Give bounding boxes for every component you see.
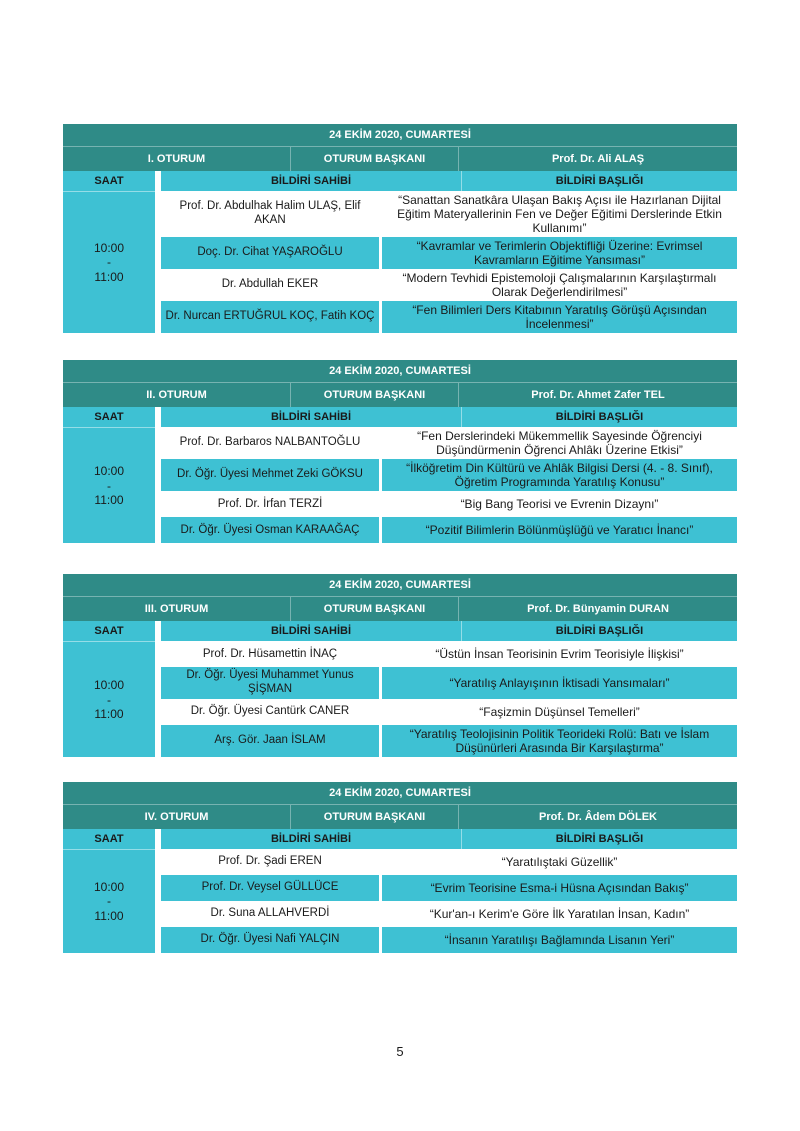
time-end: 11:00 [94,493,124,508]
table-row [161,699,737,725]
time-column-header: SAAT [63,407,155,427]
session-rows [63,191,737,333]
title-cell: “Faşizmin Düşünsel Temelleri” [479,704,640,719]
author-column-header: BİLDİRİ SAHİBİ [161,171,461,191]
table-row [161,517,737,543]
session-header-row [63,597,737,621]
author-column-header: BİLDİRİ SAHİBİ [161,407,461,427]
author-cell: Prof. Dr. Şadi EREN [218,855,322,868]
chair-label: OTURUM BAŞKANI [290,147,458,171]
session-name: I. OTURUM [147,153,206,165]
author-cell: Dr. Öğr. Üyesi Nafi YALÇIN [161,927,379,953]
title-cell: “Pozitif Bilimlerin Bölünmüşlüğü ve Yaratıcı İnancı” [382,517,737,543]
author-cell: Prof. Dr. Barbaros NALBANTOĞLU [179,436,361,449]
title-cell: “Fen Bilimleri Ders Kitabının Yaratılış Görüşü Açısından İncelenmesi” [382,301,737,333]
title-cell: “Kavramlar ve Terimlerin Objektifliği Üzerine: Evrimsel Kavramların Eğitime Yansıması” [382,237,737,269]
author-cell: Arş. Gör. Jaan İSLAM [161,725,379,757]
title-cell: “Big Bang Teorisi ve Evrenin Dizaynı” [460,497,659,512]
session-name: III. OTURUM [144,603,209,616]
time-column-header: SAAT [63,829,155,849]
author-column-header: BİLDİRİ SAHİBİ [161,621,461,641]
column-header-row [63,829,737,849]
table-row [161,641,737,667]
time-cell [63,191,155,333]
author-cell: Dr. Abdullah EKER [221,278,319,291]
title-cell: “İlköğretim Din Kültürü ve Ahlâk Bilgisi Dersi (4. - 8. Sınıf), Öğretim Programında Yaratılış Konusu” [382,459,737,491]
title-column-header: BİLDİRİ BAŞLIĞI [461,171,737,191]
time-start: 10:00 [93,241,125,256]
title-cell: “İnsanın Yaratılışı Bağlamında Lisanın Yeri” [382,927,737,953]
title-cell: “Yaratılıştaki Güzellik” [501,855,618,870]
time-start: 10:00 [93,464,125,479]
date-header: 24 EKİM 2020, CUMARTESİ [63,574,737,597]
date-header: 24 EKİM 2020, CUMARTESİ [63,124,737,147]
author-cell: Dr. Suna ALLAHVERDİ [210,907,330,920]
session-rows [63,641,737,757]
column-header-row [63,407,737,427]
time-end: 11:00 [94,269,124,284]
table-row [161,901,737,927]
time-separator: - [107,894,111,909]
table-row [161,491,737,517]
chair-name: Prof. Dr. Âdem DÖLEK [458,805,737,829]
author-cell: Dr. Öğr. Üyesi Muhammet Yunus ŞİŞMAN [161,667,379,699]
table-row [161,667,737,699]
session-rows [63,427,737,543]
author-cell: Dr. Öğr. Üyesi Osman KARAAĞAÇ [161,517,379,543]
title-column-header: BİLDİRİ BAŞLIĞI [461,621,737,641]
title-column-header: BİLDİRİ BAŞLIĞI [461,407,737,427]
column-header-row [63,621,737,641]
time-separator: - [107,255,111,270]
time-separator: - [107,478,111,493]
session-rows [63,849,737,953]
author-cell: Doç. Dr. Cihat YAŞAROĞLU [161,237,379,269]
table-row [161,875,737,901]
session-name: IV. OTURUM [144,811,209,824]
session-table-4 [63,782,737,953]
session-table-2 [63,360,737,543]
chair-label: OTURUM BAŞKANI [290,805,458,829]
title-column-header: BİLDİRİ BAŞLIĞI [461,829,737,849]
title-cell: “Evrim Teorisine Esma-i Hüsna Açısından Bakış” [382,875,737,901]
table-row [161,725,737,757]
chair-label: OTURUM BAŞKANI [290,597,458,621]
author-cell: Prof. Dr. Veysel GÜLLÜCE [161,875,379,901]
time-start: 10:00 [93,678,125,693]
title-cell: “Yaratılış Anlayışının İktisadi Yansımaları” [382,667,737,699]
author-cell: Prof. Dr. Abdulhak Halim ULAŞ, Elif AKAN [179,200,361,227]
table-row [161,237,737,269]
session-table-1 [63,124,737,333]
chair-label: OTURUM BAŞKANI [290,383,458,407]
time-start: 10:00 [93,879,125,894]
session-name: II. OTURUM [146,389,207,402]
session-header-row [63,147,737,171]
table-row [161,849,737,875]
title-cell: “Modern Tevhidi Epistemoloji Çalışmalarının Karşılaştırmalı Olarak Değerlendirilmesi” [402,271,717,300]
date-header: 24 EKİM 2020, CUMARTESİ [63,782,737,805]
chair-name: Prof. Dr. Ali ALAŞ [458,147,737,171]
title-cell: “Yaratılış Teolojisinin Politik Teorideki Rolü: Batı ve İslam Düşünürleri Arasında Bir Karşılaştırma” [382,725,737,757]
author-cell: Prof. Dr. Hüsamettin İNAÇ [202,647,338,660]
chair-name: Prof. Dr. Ahmet Zafer TEL [458,383,737,407]
author-cell: Dr. Nurcan ERTUĞRUL KOÇ, Fatih KOÇ [161,301,379,333]
title-cell: “Üstün İnsan Teorisinin Evrim Teorisiyle İlişkisi” [435,647,684,662]
time-end: 11:00 [94,908,124,923]
time-column-header: SAAT [63,171,155,191]
table-row [161,459,737,491]
time-column-header: SAAT [63,621,155,641]
author-cell: Dr. Öğr. Üyesi Mehmet Zeki GÖKSU [161,459,379,491]
time-end: 11:00 [94,706,124,721]
session-tables [63,124,737,953]
session-table-3 [63,574,737,757]
author-cell: Prof. Dr. İrfan TERZİ [217,497,323,510]
date-header: 24 EKİM 2020, CUMARTESİ [63,360,737,383]
time-cell [63,641,155,757]
table-row [161,269,737,301]
time-separator: - [107,692,111,707]
title-cell: “Kur'an-ı Kerim'e Göre İlk Yaratılan İnsan, Kadın” [429,907,690,922]
time-cell [63,849,155,953]
column-header-row [63,171,737,191]
table-row [161,191,737,237]
table-row [161,427,737,459]
table-row [161,927,737,953]
chair-name: Prof. Dr. Bünyamin DURAN [458,597,737,621]
session-header-row [63,383,737,407]
time-cell [63,427,155,543]
session-header-row [63,805,737,829]
author-column-header: BİLDİRİ SAHİBİ [161,829,461,849]
author-cell: Dr. Öğr. Üyesi Cantürk CANER [190,705,350,718]
title-cell: “Sanattan Sanatkâra Ulaşan Bakış Açısı ile Hazırlanan Dijital Eğitim Materyallerinin Fen ve Değer Eğitimi Derslerinde Etkin Kullanımı” [397,193,722,236]
page-number: 5 [396,1044,404,1059]
title-cell: “Fen Derslerindeki Mükemmellik Sayesinde Öğrenciyi Düşündürmenin Öğrenci Ahlâkı Üzerine Etkisi” [417,429,702,458]
table-row [161,301,737,333]
